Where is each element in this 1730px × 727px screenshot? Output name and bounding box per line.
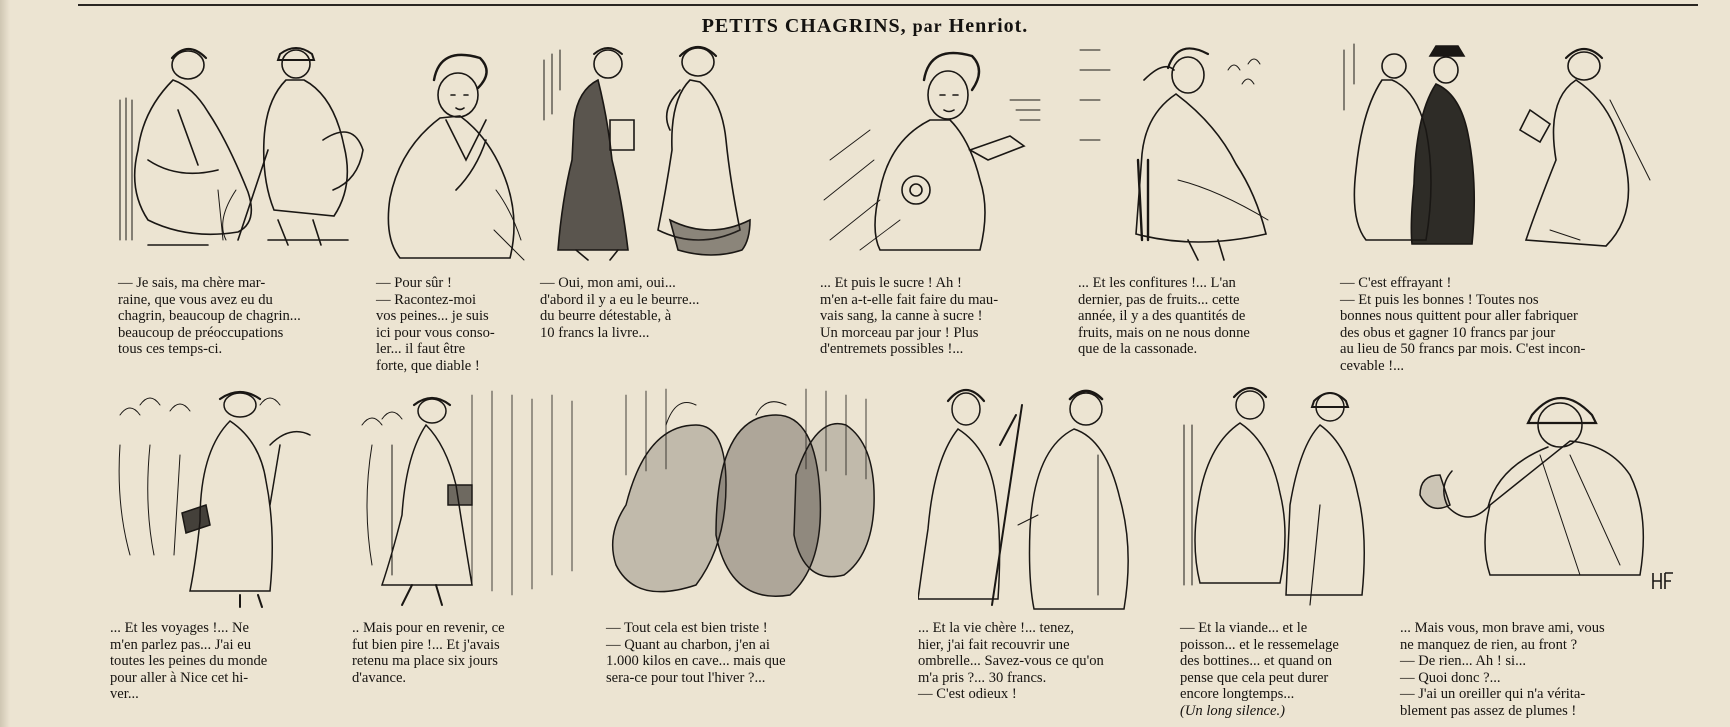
- panel-6-caption: [1340, 275, 1676, 375]
- panel-12-illustration: [1400, 385, 1676, 615]
- strip-row-2: [0, 385, 1730, 727]
- panel-11-illustration: [1180, 385, 1376, 615]
- panel-10: [918, 385, 1146, 727]
- panel-7-caption: [110, 620, 310, 703]
- panel-11-aside: (Un long silence.): [1180, 702, 1285, 719]
- header-rule: [78, 4, 1698, 6]
- strip-row-1: [0, 40, 1730, 385]
- panel-7-text: ... Et les voyages !... Ne m'en parlez pas... J'ai eu toutes les peines du monde pour aller à Nice cet hi- ver...: [110, 620, 268, 703]
- panel-6: [1340, 40, 1678, 385]
- panel-4-caption: [820, 275, 1052, 358]
- panel-3-illustration: [540, 40, 788, 265]
- panel-12-text: ... Mais vous, mon brave ami, vous ne manquez de rien, au front ? — De rien... Ah ! si... — Quoi donc ?... — J'ai un oreiller qui n'a vérita- blement pas assez de plumes !: [1400, 620, 1605, 719]
- panel-10-text: ... Et la vie chère !... tenez, hier, j'ai fait recouvrir une ombrelle... Savez-vous ce qu'on m'a pris ?... 30 francs. — C'est odieux !: [918, 620, 1104, 703]
- panel-7: [110, 385, 320, 727]
- panel-11: [1180, 385, 1376, 727]
- panel-1: [118, 40, 366, 385]
- panel-9-text: — Tout cela est bien triste ! — Quant au charbon, j'en ai 1.000 kilos en cave... mais que sera-ce pour tout l'hiver ?...: [606, 620, 786, 686]
- panel-5-text: ... Et les confitures !... L'an dernier, pas de fruits... cette année, il y a des quantités de fruits, mais on ne nous donne que de la cassonade.: [1078, 275, 1250, 358]
- panel-9: [606, 385, 886, 727]
- panel-3-text: — Oui, mon ami, oui... d'abord il y a eu le beurre... du beurre détestable, à 10 francs la livre...: [540, 275, 700, 341]
- panel-1-text: — Je sais, ma chère mar- raine, que vous avez eu du chagrin, beaucoup de chagrin... beaucoup de préoccupations tous ces temps-ci.: [118, 275, 301, 358]
- comic-title: [0, 15, 1730, 38]
- title-by: par: [912, 16, 943, 36]
- panel-2: [376, 40, 526, 385]
- panel-3: [540, 40, 788, 385]
- panel-12: [1400, 385, 1676, 727]
- panel-1-caption: [118, 275, 354, 358]
- panel-8-illustration: [352, 385, 584, 615]
- panel-2-caption: [376, 275, 524, 375]
- panel-10-illustration: [918, 385, 1146, 615]
- panel-11-text: — Et la viande... et le poisson... et le ressemelage des bottines... et quand on pense que cela peut durer encore longtemps...: [1180, 620, 1339, 703]
- artist-signature: [1650, 569, 1676, 593]
- panel-8-caption: [352, 620, 578, 686]
- panel-2-illustration: [376, 40, 526, 265]
- panel-4-illustration: [820, 40, 1056, 265]
- panel-6-text: — C'est effrayant ! — Et puis les bonnes ! Toutes nos bonnes nous quittent pour aller fabriquer des obus et gagner 10 francs par jour au lieu de 50 francs par mois. C'est incon- cevable !...: [1340, 275, 1586, 374]
- panel-9-illustration: [606, 385, 886, 615]
- panel-4-text: ... Et puis le sucre ! Ah ! m'en a-t-elle fait faire du mau- vais sang, la canne à sucre ! Un morceau par jour ! Plus d'entremets possibles !...: [820, 275, 999, 358]
- panel-12-caption: [1400, 620, 1664, 720]
- title-author: Henriot.: [948, 15, 1029, 37]
- panel-11-caption: [1180, 620, 1372, 720]
- panel-5-caption: [1078, 275, 1308, 358]
- panel-6-illustration: [1340, 40, 1678, 265]
- panel-2-text: — Pour sûr ! — Racontez-moi vos peines... je suis ici pour vous conso- ler... il faut être forte, que diable !: [376, 275, 495, 374]
- title-main: PETITS CHAGRINS,: [701, 15, 907, 37]
- panel-7-illustration: [110, 385, 320, 615]
- panel-8: [352, 385, 584, 727]
- panel-5-illustration: [1078, 40, 1310, 265]
- panel-1-illustration: [118, 40, 366, 265]
- panel-8-text: .. Mais pour en revenir, ce fut bien pire !... Et j'avais retenu ma place six jours d'avance.: [352, 620, 505, 686]
- panel-4: [820, 40, 1056, 385]
- panel-3-caption: [540, 275, 776, 341]
- panel-9-caption: [606, 620, 882, 686]
- panel-5: [1078, 40, 1310, 385]
- panel-10-caption: [918, 620, 1142, 703]
